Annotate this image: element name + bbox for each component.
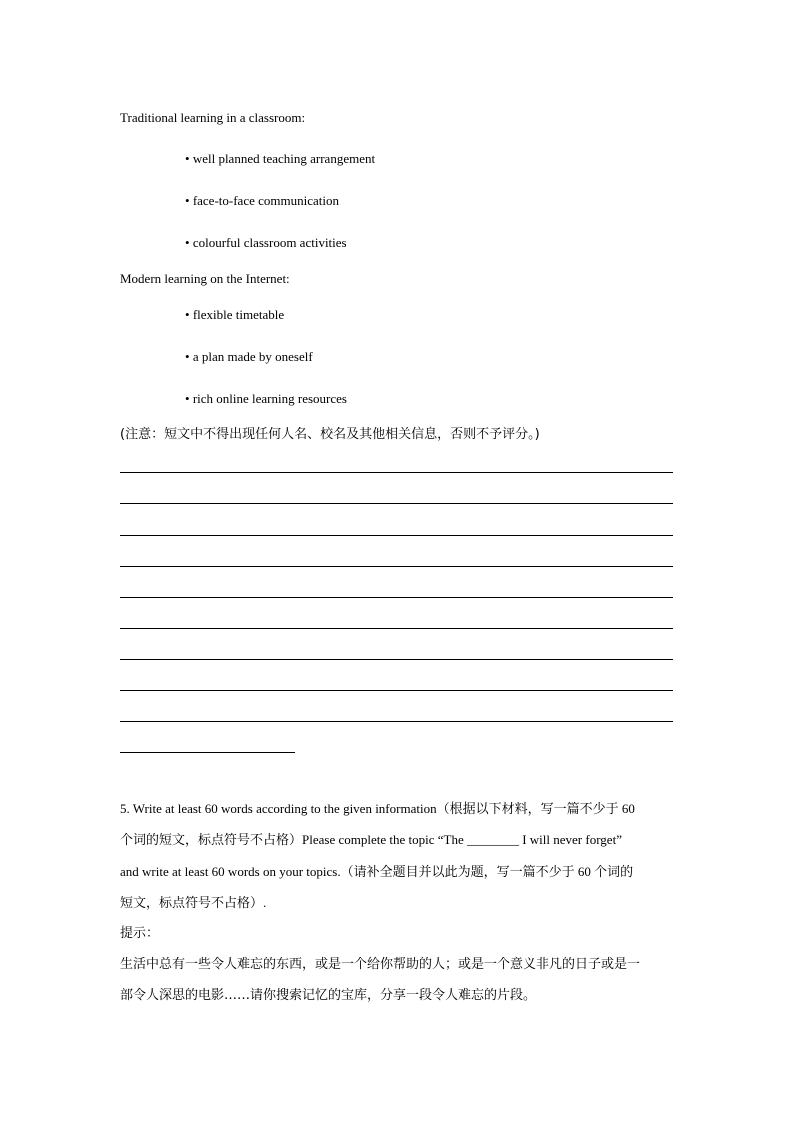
answer-line (120, 597, 673, 598)
bullet-item: • colourful classroom activities (185, 235, 347, 251)
answer-line (120, 690, 673, 691)
bullet-item: • rich online learning resources (185, 391, 347, 407)
answer-line (120, 472, 673, 473)
question5-line: 短文，标点符号不占格）. (120, 895, 267, 910)
hint-line: 生活中总有一些令人难忘的东西，或是一个给你帮助的人；或是一个意义非凡的日子或是一 (120, 957, 641, 972)
bullet-item: • flexible timetable (185, 307, 284, 323)
note-text: (注意：短文中不得出现任何人名、校名及其他相关信息，否则不予评分。) (120, 427, 540, 442)
answer-line (120, 721, 673, 722)
bullet-item: • a plan made by oneself (185, 349, 313, 365)
bullet-item: • well planned teaching arrangement (185, 151, 375, 167)
question5-line: 5. Write at least 60 words according to the given information（根据以下材料，写一篇不少于 60 (120, 801, 635, 816)
bullet-item: • face-to-face communication (185, 193, 339, 209)
answer-line (120, 535, 673, 536)
answer-line (120, 566, 673, 567)
answer-line (120, 503, 673, 504)
answer-line-short (120, 752, 295, 753)
hint-line: 部令人深思的电影……请你搜索记忆的宝库，分享一段令人难忘的片段。 (120, 988, 537, 1003)
question5-line: 个词的短文，标点符号不占格）Please complete the topic “The ________ I will never forget” (120, 832, 622, 847)
answer-line (120, 659, 673, 660)
hint-label: 提示： (120, 926, 160, 941)
question5-line: and write at least 60 words on your topics.（请补全题目并以此为题，写一篇不少于 60 个词的 (120, 864, 634, 879)
section-heading-traditional: Traditional learning in a classroom: (120, 110, 306, 125)
answer-line (120, 628, 673, 629)
section-heading-modern: Modern learning on the Internet: (120, 271, 290, 286)
